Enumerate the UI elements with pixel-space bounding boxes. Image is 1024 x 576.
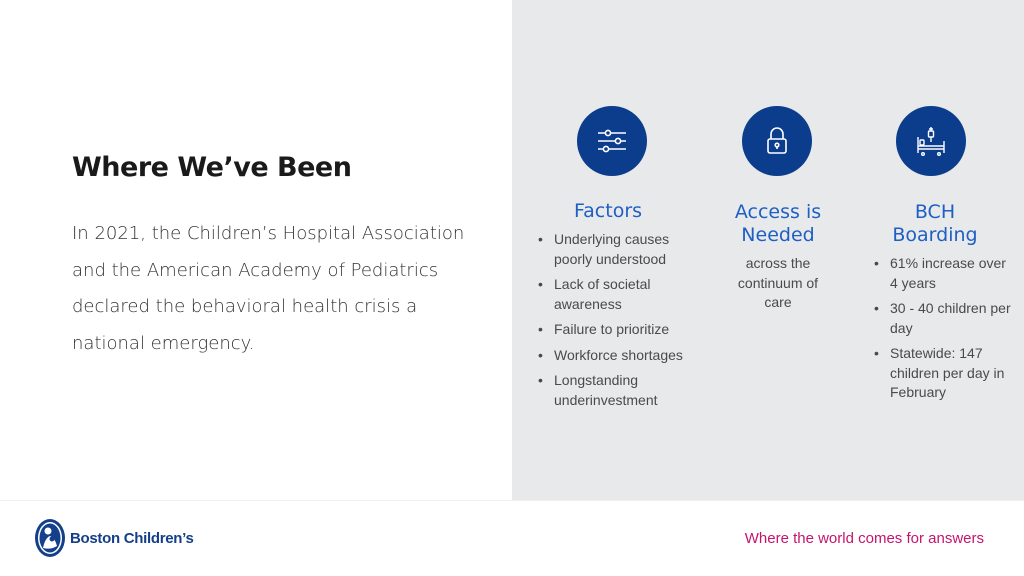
factors-heading: Factors xyxy=(573,200,643,222)
list-item: • Lack of societal awareness xyxy=(538,275,698,314)
boston-childrens-logo-icon xyxy=(34,518,66,558)
list-item: • 30 - 40 children per day xyxy=(874,299,1014,338)
boarding-heading: BCH Boarding xyxy=(892,201,978,246)
list-item: • Workforce shortages xyxy=(538,346,698,366)
list-item: • Failure to prioritize xyxy=(538,320,698,340)
logo-text: Boston Children’s xyxy=(70,529,194,547)
slide-body-text: In 2021, the Children’s Hospital Association and the American Academy of Pediatrics declared the behavioral health crisis a national emergency. xyxy=(72,223,465,354)
lock-icon xyxy=(742,106,812,176)
boarding-list xyxy=(874,254,1014,409)
hospital-bed-icon xyxy=(896,106,966,176)
list-item: • Underlying causes poorly understood xyxy=(538,230,698,269)
factors-list xyxy=(538,230,698,416)
tagline: Where the world comes for answers xyxy=(744,530,984,547)
access-subtext: across the continuum of care xyxy=(737,255,819,310)
list-item: • Statewide: 147 children per day in February xyxy=(874,344,1014,403)
slide-title: Where We’ve Been xyxy=(72,152,352,183)
list-item: • 61% increase over 4 years xyxy=(874,254,1014,293)
list-item: • Longstanding underinvestment xyxy=(538,371,698,410)
access-heading: Access is Needed xyxy=(734,201,822,246)
logo xyxy=(34,518,194,558)
sliders-icon xyxy=(577,106,647,176)
